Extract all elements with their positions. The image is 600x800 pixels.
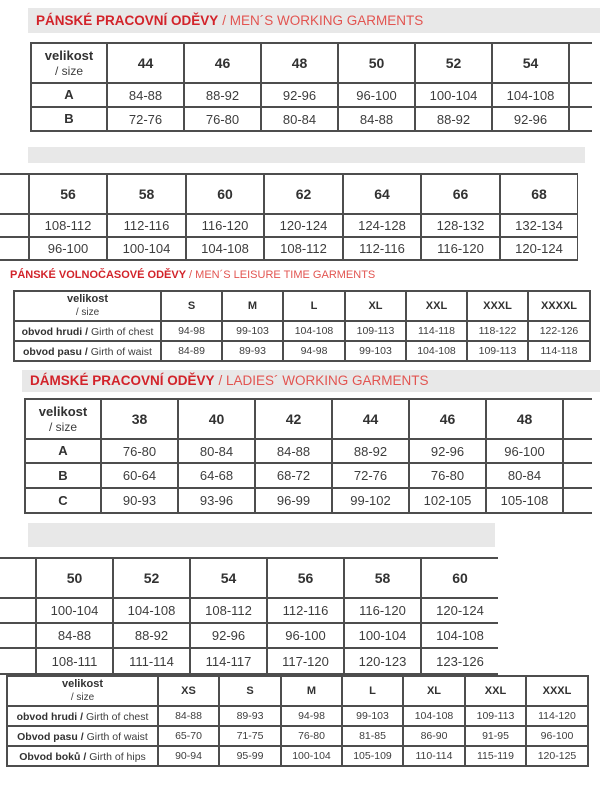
row-label-cell: B: [31, 107, 107, 131]
measurement-value-cell: 80-84: [261, 107, 338, 131]
clipped-empty-cell: [0, 174, 29, 214]
size-column-header: S: [161, 291, 222, 321]
measurement-value-cell: 104-108: [186, 237, 264, 260]
table-row: [25, 488, 592, 513]
table-row: [25, 463, 592, 488]
measurement-value-cell: 80-84: [486, 463, 563, 488]
measurement-value-cell: 104-108: [113, 598, 190, 623]
size-column-header: 66: [421, 174, 500, 214]
table-row: [0, 237, 578, 260]
measurement-value-cell: 92-96: [492, 107, 569, 131]
measurement-value-cell: 94-98: [283, 341, 345, 361]
size-column-header: 42: [255, 399, 332, 439]
size-column-header: S: [219, 676, 281, 706]
table-row: [31, 107, 592, 131]
section-title-english: / MEN´S WORKING GARMENTS: [222, 13, 424, 28]
size-column-header: 46: [409, 399, 486, 439]
continuation-band-ladies-working: [28, 523, 495, 547]
section-title-czech: PÁNSKÉ VOLNOČASOVÉ ODĚVY: [10, 269, 187, 281]
section-header-mens-working: [28, 8, 600, 33]
size-column-header: 44: [107, 43, 184, 83]
mens-leisure-table: [13, 290, 591, 362]
measurement-value-cell: 102-105: [409, 488, 486, 513]
size-column-header: XS: [158, 676, 219, 706]
measurement-value-cell: 116-120: [186, 214, 264, 237]
measurement-value-cell: 114-117: [190, 648, 267, 674]
measurement-value-cell: 120-124: [421, 598, 498, 623]
measurement-value-cell: 64-68: [178, 463, 255, 488]
size-column-header: XL: [403, 676, 465, 706]
measurement-value-cell: 76-80: [281, 726, 342, 746]
measurement-value-cell: 117-120: [267, 648, 344, 674]
measurement-value-cell: 80-84: [178, 439, 255, 463]
measurement-value-cell: 88-92: [184, 83, 261, 107]
measurement-value-cell: 86-90: [403, 726, 465, 746]
measurement-value-cell: 116-120: [421, 237, 500, 260]
measurement-value-cell: 104-108: [406, 341, 467, 361]
clipped-empty-cell: [0, 558, 36, 598]
table-row: [0, 648, 498, 674]
size-column-header: XXXL: [526, 676, 588, 706]
clipped-column-cell: [563, 463, 592, 488]
measurement-value-cell: 84-88: [107, 83, 184, 107]
size-column-header: L: [283, 291, 345, 321]
row-label-cell: obvod pasu / Girth of waist: [14, 341, 161, 361]
measurement-value-cell: 92-96: [261, 83, 338, 107]
measurement-value-cell: 84-88: [338, 107, 415, 131]
measurement-value-cell: 100-104: [415, 83, 492, 107]
measurement-value-cell: 116-120: [344, 598, 421, 623]
size-column-header: L: [342, 676, 403, 706]
clipped-empty-cell: [0, 237, 29, 260]
measurement-value-cell: 109-113: [345, 321, 406, 341]
measurement-value-cell: 99-103: [222, 321, 283, 341]
table-row: [31, 83, 592, 107]
measurement-value-cell: 114-118: [528, 341, 590, 361]
measurement-value-cell: 88-92: [113, 623, 190, 648]
measurement-value-cell: 114-118: [406, 321, 467, 341]
measurement-value-cell: 89-93: [219, 706, 281, 726]
section-title-czech: DÁMSKÉ PRACOVNÍ ODĚVY: [30, 373, 215, 388]
measurement-value-cell: 128-132: [421, 214, 500, 237]
size-label-corner-cell: velikost / size: [31, 43, 107, 83]
measurement-value-cell: 99-103: [342, 706, 403, 726]
size-label-corner-cell: velikost / size: [25, 399, 101, 439]
measurement-value-cell: 108-112: [190, 598, 267, 623]
clipped-column-cell: [569, 107, 592, 131]
measurement-value-cell: 120-125: [526, 746, 588, 766]
row-label-cell: obvod hrudi / Girth of chest: [14, 321, 161, 341]
size-column-header: 60: [421, 558, 498, 598]
size-column-header: 44: [332, 399, 409, 439]
measurement-value-cell: 96-100: [338, 83, 415, 107]
measurement-value-cell: 89-93: [222, 341, 283, 361]
table-row: [7, 706, 588, 726]
measurement-value-cell: 110-114: [403, 746, 465, 766]
measurement-value-cell: 60-64: [101, 463, 178, 488]
measurement-value-cell: 94-98: [161, 321, 222, 341]
section-title-english: / LADIES´ WORKING GARMENTS: [218, 373, 429, 388]
measurement-value-cell: 122-126: [528, 321, 590, 341]
measurement-value-cell: 96-100: [267, 623, 344, 648]
clipped-column-cell: [563, 439, 592, 463]
table-row: [7, 746, 588, 766]
measurement-value-cell: 123-126: [421, 648, 498, 674]
measurement-value-cell: 90-93: [101, 488, 178, 513]
measurement-value-cell: 72-76: [107, 107, 184, 131]
clipped-empty-cell: [0, 598, 36, 623]
size-column-header: 46: [184, 43, 261, 83]
size-column-header: XL: [345, 291, 406, 321]
measurement-value-cell: 132-134: [500, 214, 578, 237]
clipped-empty-cell: [0, 623, 36, 648]
clipped-empty-cell: [0, 214, 29, 237]
size-column-header: 56: [267, 558, 344, 598]
ladies-letter-sizes-table: [6, 675, 589, 767]
ladies-working-table-sizes-38-48: [24, 398, 592, 514]
measurement-value-cell: 100-104: [344, 623, 421, 648]
size-column-header: 48: [486, 399, 563, 439]
row-label-cell: obvod hrudi / Girth of chest: [7, 706, 158, 726]
table-row: [0, 214, 578, 237]
measurement-value-cell: 81-85: [342, 726, 403, 746]
row-label-cell: Obvod pasu / Girth of waist: [7, 726, 158, 746]
measurement-value-cell: 76-80: [184, 107, 261, 131]
measurement-value-cell: 65-70: [158, 726, 219, 746]
measurement-value-cell: 120-123: [344, 648, 421, 674]
row-label-cell: Obvod boků / Girth of hips: [7, 746, 158, 766]
measurement-value-cell: 104-108: [492, 83, 569, 107]
size-column-header: 38: [101, 399, 178, 439]
section-header-mens-leisure: [10, 269, 375, 281]
measurement-value-cell: 96-100: [486, 439, 563, 463]
clipped-column-cell: [569, 43, 592, 83]
size-column-header: XXL: [406, 291, 467, 321]
measurement-value-cell: 99-103: [345, 341, 406, 361]
section-header-ladies-working: [22, 370, 600, 392]
measurement-value-cell: 84-88: [158, 706, 219, 726]
measurement-value-cell: 105-109: [342, 746, 403, 766]
measurement-value-cell: 68-72: [255, 463, 332, 488]
section-title-english: / MEN´S LEISURE TIME GARMENTS: [189, 269, 376, 281]
measurement-value-cell: 84-88: [255, 439, 332, 463]
measurement-value-cell: 84-89: [161, 341, 222, 361]
size-column-header: 58: [344, 558, 421, 598]
measurement-value-cell: 104-108: [403, 706, 465, 726]
size-column-header: 40: [178, 399, 255, 439]
mens-working-table-sizes-44-54: [30, 42, 592, 132]
measurement-value-cell: 92-96: [190, 623, 267, 648]
measurement-value-cell: 94-98: [281, 706, 342, 726]
measurement-value-cell: 88-92: [332, 439, 409, 463]
table-row: [14, 321, 590, 341]
measurement-value-cell: 95-99: [219, 746, 281, 766]
size-column-header: 62: [264, 174, 343, 214]
measurement-value-cell: 112-116: [267, 598, 344, 623]
size-column-header: 52: [113, 558, 190, 598]
measurement-value-cell: 91-95: [465, 726, 526, 746]
measurement-value-cell: 108-112: [29, 214, 107, 237]
clipped-column-cell: [563, 399, 592, 439]
size-column-header: 60: [186, 174, 264, 214]
section-title-czech: PÁNSKÉ PRACOVNÍ ODĚVY: [36, 13, 219, 28]
measurement-value-cell: 109-113: [467, 341, 528, 361]
measurement-value-cell: 93-96: [178, 488, 255, 513]
measurement-value-cell: 92-96: [409, 439, 486, 463]
measurement-value-cell: 109-113: [465, 706, 526, 726]
size-label-corner-cell: velikost / size: [14, 291, 161, 321]
measurement-value-cell: 71-75: [219, 726, 281, 746]
measurement-value-cell: 100-104: [107, 237, 186, 260]
measurement-value-cell: 100-104: [36, 598, 113, 623]
table-row: [14, 341, 590, 361]
measurement-value-cell: 84-88: [36, 623, 113, 648]
size-column-header: 68: [500, 174, 578, 214]
mens-working-table-sizes-56-68: [0, 173, 578, 261]
size-column-header: 54: [492, 43, 569, 83]
table-row: [25, 439, 592, 463]
measurement-value-cell: 120-124: [500, 237, 578, 260]
clipped-column-cell: [569, 83, 592, 107]
measurement-value-cell: 76-80: [101, 439, 178, 463]
measurement-value-cell: 112-116: [107, 214, 186, 237]
continuation-band-mens-working: [28, 147, 585, 163]
size-column-header: 50: [36, 558, 113, 598]
size-column-header: 58: [107, 174, 186, 214]
measurement-value-cell: 120-124: [264, 214, 343, 237]
measurement-value-cell: 114-120: [526, 706, 588, 726]
measurement-value-cell: 104-108: [283, 321, 345, 341]
measurement-value-cell: 104-108: [421, 623, 498, 648]
size-column-header: 50: [338, 43, 415, 83]
size-label-corner-cell: velikost / size: [7, 676, 158, 706]
row-label-cell: B: [25, 463, 101, 488]
size-column-header: 64: [343, 174, 421, 214]
measurement-value-cell: 124-128: [343, 214, 421, 237]
measurement-value-cell: 105-108: [486, 488, 563, 513]
table-row: [7, 726, 588, 746]
measurement-value-cell: 118-122: [467, 321, 528, 341]
measurement-value-cell: 96-100: [29, 237, 107, 260]
measurement-value-cell: 96-100: [526, 726, 588, 746]
measurement-value-cell: 108-112: [264, 237, 343, 260]
size-column-header: M: [281, 676, 342, 706]
measurement-value-cell: 76-80: [409, 463, 486, 488]
size-column-header: 56: [29, 174, 107, 214]
measurement-value-cell: 111-114: [113, 648, 190, 674]
clipped-column-cell: [563, 488, 592, 513]
measurement-value-cell: 100-104: [281, 746, 342, 766]
row-label-cell: C: [25, 488, 101, 513]
measurement-value-cell: 99-102: [332, 488, 409, 513]
table-row: [0, 623, 498, 648]
size-column-header: XXXXL: [528, 291, 590, 321]
row-label-cell: A: [25, 439, 101, 463]
size-column-header: XXXL: [467, 291, 528, 321]
ladies-working-table-sizes-50-60: [0, 557, 498, 675]
measurement-value-cell: 108-111: [36, 648, 113, 674]
measurement-value-cell: 88-92: [415, 107, 492, 131]
size-column-header: 48: [261, 43, 338, 83]
measurement-value-cell: 115-119: [465, 746, 526, 766]
size-column-header: XXL: [465, 676, 526, 706]
measurement-value-cell: 72-76: [332, 463, 409, 488]
table-row: [0, 598, 498, 623]
measurement-value-cell: 96-99: [255, 488, 332, 513]
row-label-cell: A: [31, 83, 107, 107]
measurement-value-cell: 112-116: [343, 237, 421, 260]
size-column-header: 52: [415, 43, 492, 83]
size-column-header: M: [222, 291, 283, 321]
size-column-header: 54: [190, 558, 267, 598]
measurement-value-cell: 90-94: [158, 746, 219, 766]
clipped-empty-cell: [0, 648, 36, 674]
